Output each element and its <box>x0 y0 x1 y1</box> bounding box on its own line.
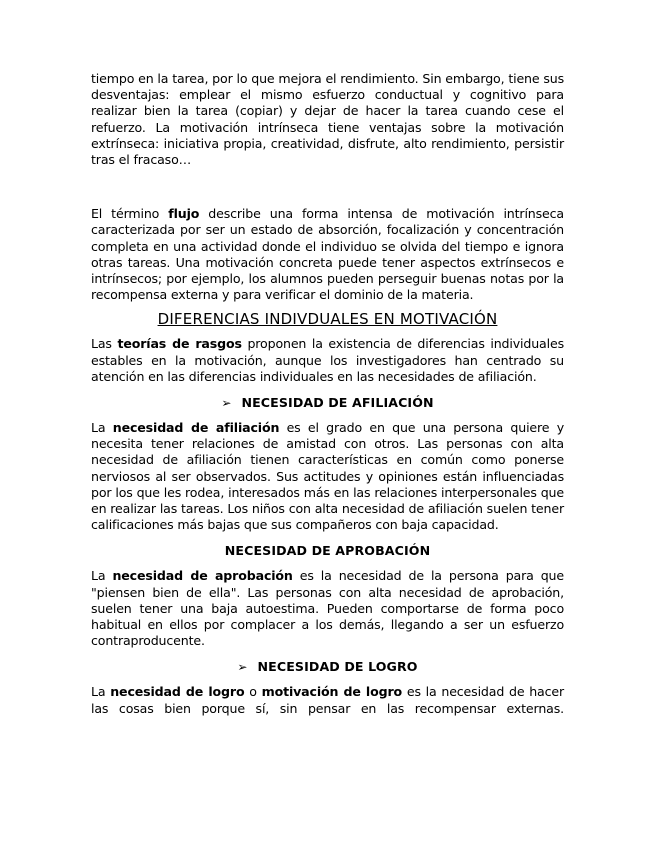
paragraph-flujo: El término flujo describe una forma intensa de motivación intrínseca caracterizada por ser un estado de absorción, focalización y concentración completa en una actividad donde el individuo se olvida del tiempo e ignora otras tareas. Una motivación concreta puede tener aspectos extrínsecos e intrínsecos; por ejemplo, los alumnos pueden perseguir buenas notas por la recompensa externa y para verificar el dominio de la materia. <box>91 206 564 303</box>
paragraph-afiliacion: La necesidad de afiliación es el grado en que una persona quiere y necesita tener relaciones de amistad con otros. Las personas con alta necesidad de afiliación tienen características en común como ponerse nerviosos al ser observados. Sus actitudes y opiniones están influenciadas por los que les rodea, interesados más en las relaciones interpersonales que en realizar las tareas. Los niños con alta necesidad de afiliación suelen tener calificaciones más bajas que sus compañeros con baja capacidad. <box>91 420 564 533</box>
term-flujo: flujo <box>168 206 200 222</box>
term-necesidad-logro: necesidad de logro <box>110 684 245 700</box>
subheading-afiliacion: ➢ NECESIDAD DE AFILIACIÓN <box>221 395 434 411</box>
arrow-bullet-icon: ➢ <box>221 396 232 411</box>
page-content <box>91 71 564 717</box>
subheading-aprobacion: NECESIDAD DE APROBACIÓN <box>224 543 431 559</box>
section-heading-diferencias: DIFERENCIAS INDIVDUALES EN MOTIVACIÓN <box>157 310 498 329</box>
term-necesidad-afiliacion: necesidad de afiliación <box>112 420 280 436</box>
paragraph-logro: La necesidad de logro o motivación de logro es la necesidad de hacer las cosas bien porque sí, sin pensar en las recompensar externas. <box>91 684 565 716</box>
subheading-logro: ➢ NECESIDAD DE LOGRO <box>237 659 418 675</box>
term-teorias-rasgos: teorías de rasgos <box>117 336 242 352</box>
term-motivacion-logro: motivación de logro <box>261 684 403 700</box>
arrow-bullet-icon: ➢ <box>237 660 248 675</box>
spacer <box>91 168 564 206</box>
paragraph-intrinsic-motivation: tiempo en la tarea, por lo que mejora el rendimiento. Sin embargo, tiene sus desventajas: emplear el mismo esfuerzo conductual y cognitivo para realizar bien la tarea (copiar) y dejar de hacer la tarea cuando cese el refuerzo. La motivación intrínseca tiene ventajas sobre la motivación extrínseca: iniciativa propia, creatividad, disfrute, alto rendimiento, persistir tras el fracaso… <box>91 71 564 168</box>
paragraph-aprobacion: La necesidad de aprobación es la necesidad de la persona para que "piensen bien de ella". Las personas con alta necesidad de aprobación, suelen tener una baja autoestima. Pueden comportarse de forma poco habitual en ellos por complacer a los demás, llegando a ser un esfuerzo contraproducente. <box>91 568 564 649</box>
term-necesidad-aprobacion: necesidad de aprobación <box>112 568 293 584</box>
paragraph-teorias-rasgos: Las teorías de rasgos proponen la existencia de diferencias individuales estables en la motivación, aunque los investigadores han centrado su atención en las diferencias individuales en las necesidades de afiliación. <box>91 336 564 384</box>
